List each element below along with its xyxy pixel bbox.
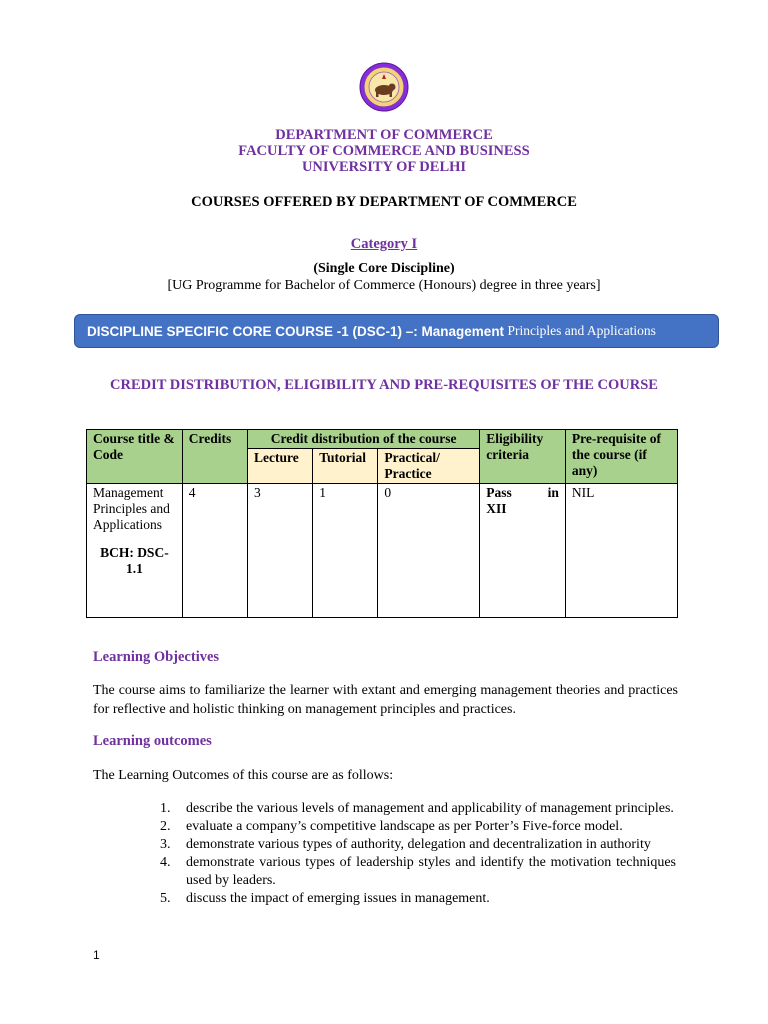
course-banner xyxy=(74,314,719,348)
header-tutorial: Tutorial xyxy=(313,449,378,484)
dept-line-3: UNIVERSITY OF DELHI xyxy=(301,159,467,175)
list-item: 2. evaluate a company’s competitive landscape as per Porter’s Five-force model. xyxy=(160,819,623,834)
dept-line-1: DEPARTMENT OF COMMERCE xyxy=(275,127,493,143)
table-row xyxy=(87,484,678,618)
cell-prerequisite: NIL xyxy=(565,484,677,618)
list-item: 5. discuss the impact of emerging issues in management. xyxy=(160,891,490,906)
category-heading: Category I xyxy=(350,236,418,252)
course-code: BCH: DSC-1.1 xyxy=(100,545,169,576)
header-course-title: Course title & Code xyxy=(87,430,183,484)
header-practical: Practical/ Practice xyxy=(378,449,480,484)
ug-programme-label: [UG Programme for Bachelor of Commerce (Honours) degree in three years] xyxy=(167,278,601,293)
learning-objectives-title: Learning Objectives xyxy=(93,649,220,665)
eligibility-in: in xyxy=(547,485,559,500)
learning-outcomes-title: Learning outcomes xyxy=(93,733,212,749)
credit-distribution-heading: CREDIT DISTRIBUTION, ELIGIBILITY AND PRE-REQUISITES OF THE COURSE xyxy=(110,377,658,393)
cell-lecture: 3 xyxy=(247,484,312,618)
credit-distribution-table xyxy=(86,429,678,618)
courses-offered-heading: COURSES OFFERED BY DEPARTMENT OF COMMERCE xyxy=(191,194,577,210)
banner-title-part1: DISCIPLINE SPECIFIC CORE COURSE -1 (DSC-1) –: Management xyxy=(87,323,505,339)
banner-title-part2: Principles and Applications xyxy=(507,323,656,338)
single-core-label: (Single Core Discipline) xyxy=(313,261,455,276)
list-item: 4. demonstrate various types of leadership styles and identify the motivation techniques used by leaders. xyxy=(160,855,676,888)
list-item: 3. demonstrate various types of authority, delegation and decentralization in authority xyxy=(160,837,651,852)
cell-eligibility xyxy=(480,484,566,618)
header-lecture: Lecture xyxy=(247,449,312,484)
header-credits: Credits xyxy=(182,430,247,484)
header-eligibility: Eligibility criteria xyxy=(480,430,566,484)
course-name: Management Principles and Applications xyxy=(93,485,170,532)
header-prerequisite: Pre-requisite of the course (if any) xyxy=(565,430,677,484)
header-credit-distribution: Credit distribution of the course xyxy=(247,430,479,449)
dept-line-2: FACULTY OF COMMERCE AND BUSINESS xyxy=(238,143,530,159)
cell-course-title xyxy=(87,484,183,618)
learning-outcomes-list xyxy=(160,800,676,908)
cell-practical: 0 xyxy=(378,484,480,618)
cell-credits: 4 xyxy=(182,484,247,618)
department-heading xyxy=(0,127,768,175)
cell-tutorial: 1 xyxy=(313,484,378,618)
eligibility-xii: XII xyxy=(486,501,507,516)
list-item: 1. describe the various levels of management and applicability of management principles. xyxy=(160,801,674,816)
learning-objectives-text: The course aims to familiarize the learner with extant and emerging management theories and practices for reflective and holistic thinking on management principles and practices. xyxy=(93,683,678,717)
eligibility-pass: Pass xyxy=(486,485,512,500)
university-seal-icon xyxy=(359,62,409,112)
learning-outcomes-intro: The Learning Outcomes of this course are as follows: xyxy=(93,768,394,783)
page-number: 1 xyxy=(93,948,100,962)
